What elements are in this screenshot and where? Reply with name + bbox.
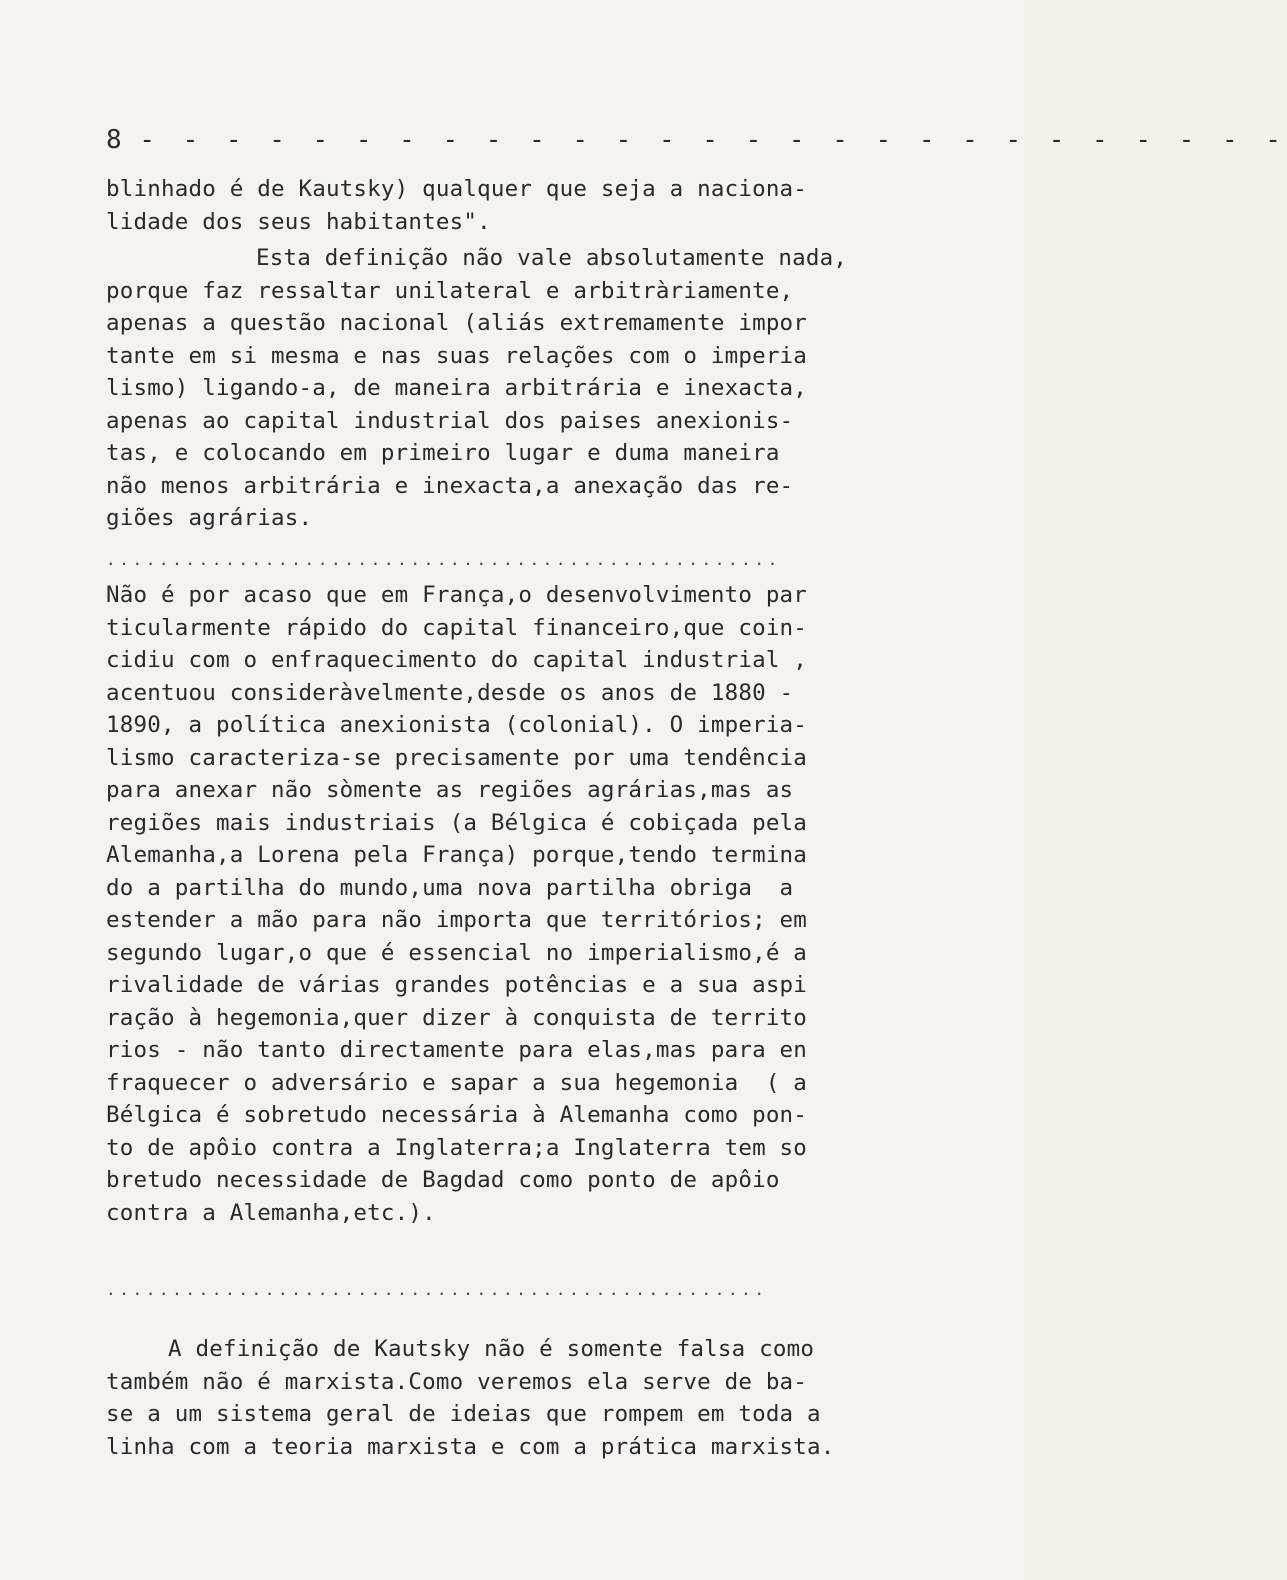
text-line: A definição de Kautsky não é somente falsa como [168, 1336, 815, 1362]
dotted-rule: ................................................... [106, 550, 781, 569]
text-line: ração à hegemonia,quer dizer à conquista de territo [106, 1004, 808, 1031]
paragraph-4 [106, 1333, 916, 1463]
text-line: contra a Alemanha,etc.). [106, 1199, 436, 1226]
text-line: giões agrárias. [106, 505, 313, 531]
text-line: para anexar não sòmente as regiões agrárias,mas as [106, 777, 794, 803]
text-line: se a um sistema geral de ideias que rompem em toda a [106, 1401, 821, 1427]
text-line: segundo lugar,o que é essencial no imperialismo,é a [106, 939, 808, 966]
text-line: to de apôio contra a Inglaterra;a Inglaterra tem so [106, 1134, 808, 1161]
text-line: linha com a teoria marxista e com a prática marxista. [106, 1433, 835, 1460]
text-line: regiões mais industriais (a Bélgica é cobiçada pela [106, 809, 808, 836]
text-line: rivalidade de várias grandes potências e a sua aspi [106, 972, 808, 998]
text-line: Esta definição não vale absolutamente nada, [256, 245, 848, 271]
text-line: apenas a questão nacional (aliás extremamente impor [106, 310, 808, 336]
text-line: fraquecer o adversário e sapar a sua hegemonia ( a [106, 1069, 808, 1096]
text-line: Não é por acaso que em França,o desenvolvimento par [106, 582, 808, 608]
text-line: tante em si mesma e nas suas relações com o imperia [106, 342, 808, 369]
text-line: porque faz ressaltar unilateral e arbitràriamente, [106, 277, 794, 304]
page-number: 8 [106, 125, 123, 155]
text-line: tas, e colocando em primeiro lugar e duma maneira [106, 440, 780, 466]
text-line: lismo caracteriza-se precisamente por uma tendência [106, 744, 808, 771]
text-line: do a partilha do mundo,uma nova partilha obriga a [106, 874, 794, 901]
paragraph-3 [106, 579, 916, 1229]
text-line: rios - não tanto directamente para elas,mas para en [106, 1037, 808, 1063]
text-line: ticularmente rápido do capital financeiro,que coin- [106, 614, 808, 641]
text-line: lidade dos seus habitantes". [106, 208, 491, 235]
dots-separator [106, 550, 916, 570]
dots-separator-2 [106, 1280, 916, 1300]
page-header [106, 125, 1287, 155]
paragraph-2 [106, 242, 916, 535]
text-line: cidiu com o enfraquecimento do capital industrial , [106, 647, 808, 673]
header-dashes: - - - - - - - - - - - - - - - - - - - - - - - - - - - [139, 125, 1287, 155]
dotted-rule: .................................................. [106, 1280, 768, 1299]
text-line: Alemanha,a Lorena pela França) porque,tendo termina [106, 842, 808, 868]
text-line: blinhado é de Kautsky) qualquer que seja a naciona- [106, 176, 808, 202]
text-line: 1890, a política anexionista (colonial). O imperia- [106, 712, 808, 738]
text-line: estender a mão para não importa que territórios; em [106, 907, 808, 933]
text-line: não menos arbitrária e inexacta,a anexação das re- [106, 472, 794, 499]
text-line: lismo) ligando-a, de maneira arbitrária e inexacta, [106, 375, 808, 401]
text-line: Bélgica é sobretudo necessária à Alemanha como pon- [106, 1102, 808, 1128]
text-line: acentuou consideràvelmente,desde os anos de 1880 - [106, 679, 794, 706]
text-line: também não é marxista.Como veremos ela serve de ba- [106, 1368, 808, 1395]
text-line: bretudo necessidade de Bagdad como ponto de apôio [106, 1167, 780, 1193]
paragraph-1 [106, 173, 916, 238]
text-line: apenas ao capital industrial dos paises anexionis- [106, 407, 794, 434]
